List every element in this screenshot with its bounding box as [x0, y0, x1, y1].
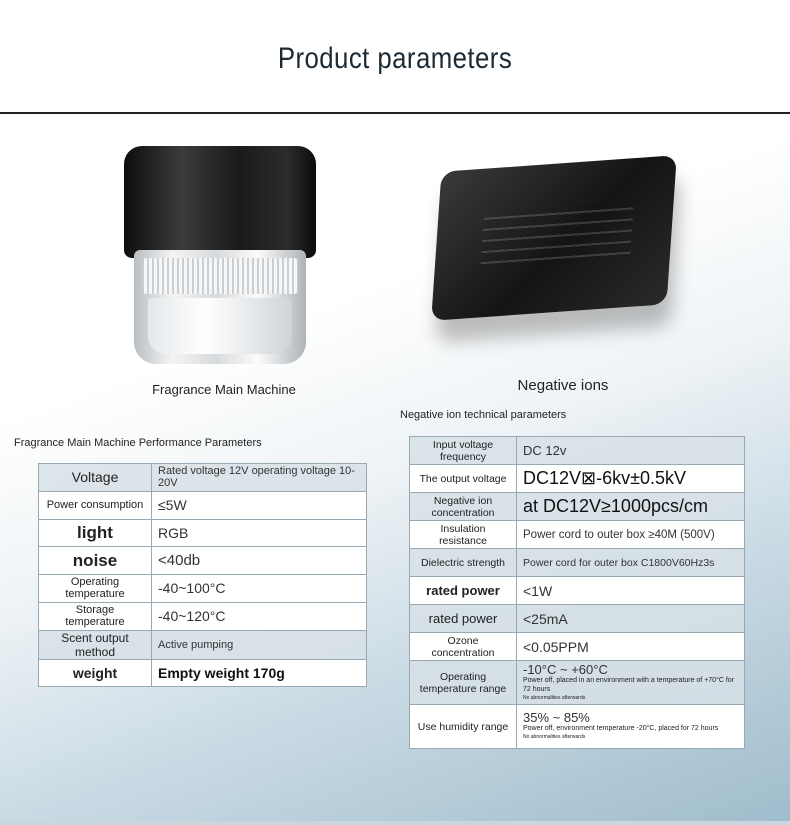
param-value: at DC12V≥1000pcs/cm — [517, 493, 745, 521]
param-key: light — [39, 519, 152, 547]
param-subnote: No abnormalities afterwards — [523, 694, 586, 701]
right-table-title: Negative ion technical parameters — [400, 409, 567, 421]
param-value: Power cord for outer box C1800V60Hz3s — [517, 549, 745, 577]
param-key: Operating temperature — [39, 575, 152, 603]
table-row — [410, 605, 745, 633]
param-value: -40~120°C — [152, 602, 367, 630]
left-table-title: Fragrance Main Machine Performance Parameters — [14, 437, 262, 449]
param-key: rated power — [410, 605, 517, 633]
param-value: RGB — [152, 519, 367, 547]
table-row — [410, 633, 745, 661]
param-key: Ozone concentration — [410, 633, 517, 661]
table-row — [39, 519, 367, 547]
table-row — [410, 705, 745, 749]
negative-ions-caption: Negative ions — [517, 377, 609, 394]
param-value: Active pumping — [152, 630, 367, 659]
param-value-group — [517, 705, 745, 749]
table-row — [39, 547, 367, 575]
param-key: Voltage — [39, 464, 152, 492]
machine-cap — [124, 146, 316, 258]
param-key: Dielectric strength — [410, 549, 517, 577]
table-row — [410, 521, 745, 549]
param-note: Power off, environment temperature -20°C, placed for 72 hours — [523, 725, 719, 732]
param-value: DC 12v — [517, 437, 745, 465]
param-note: Power off, placed in an environment with a temperature of +70°C for 72 hours — [523, 676, 735, 693]
machine-ribs — [142, 258, 298, 294]
param-value: Empty weight 170g — [152, 659, 367, 687]
param-value: ≤5W — [152, 491, 367, 519]
param-value: -40~100°C — [152, 575, 367, 603]
title-divider — [0, 112, 790, 114]
param-value: DC12V⊠-6kv±0.5kV — [517, 465, 745, 493]
table-row — [410, 661, 745, 705]
param-value-group — [517, 661, 745, 705]
footer-strip — [0, 821, 790, 825]
param-value: 35% ~ 85% — [523, 710, 590, 725]
param-value: <40db — [152, 547, 367, 575]
param-key: weight — [39, 659, 152, 687]
param-key: Scent output method — [39, 630, 152, 659]
fragrance-machine-image — [122, 146, 318, 368]
param-key: Power consumption — [39, 491, 152, 519]
param-key: Insulation resistance — [410, 521, 517, 549]
param-value: <25mA — [517, 605, 745, 633]
param-value: Power cord to outer box ≥40M (500V) — [517, 521, 745, 549]
param-value: <0.05PPM — [517, 633, 745, 661]
param-key: The output voltage — [410, 465, 517, 493]
table-row — [410, 437, 745, 465]
param-key: Operating temperature range — [410, 661, 517, 705]
main-machine-parameters-table — [38, 463, 367, 687]
param-key: noise — [39, 547, 152, 575]
table-row — [39, 464, 367, 492]
table-row — [410, 549, 745, 577]
table-row — [410, 493, 745, 521]
param-key: Storage temperature — [39, 602, 152, 630]
param-value: <1W — [517, 577, 745, 605]
table-row — [39, 630, 367, 659]
param-value: Rated voltage 12V operating voltage 10-20V — [152, 464, 367, 492]
machine-glass — [148, 298, 292, 354]
table-row — [410, 465, 745, 493]
table-row — [410, 577, 745, 605]
table-row — [39, 602, 367, 630]
param-key: Input voltage frequency — [410, 437, 517, 465]
table-row — [39, 659, 367, 687]
param-value: -10°C ~ +60°C — [523, 661, 608, 677]
param-subnote: No abnormalities afterwards — [523, 734, 586, 740]
param-key: Negative ion concentration — [410, 493, 517, 521]
page-title: Product parameters — [277, 42, 513, 75]
negative-ion-parameters-table — [409, 436, 745, 749]
param-key: rated power — [410, 577, 517, 605]
main-machine-caption: Fragrance Main Machine — [152, 382, 296, 397]
table-row — [39, 491, 367, 519]
negative-ion-module-image — [431, 155, 677, 321]
module-print — [480, 198, 634, 269]
table-row — [39, 575, 367, 603]
param-key: Use humidity range — [410, 705, 517, 749]
